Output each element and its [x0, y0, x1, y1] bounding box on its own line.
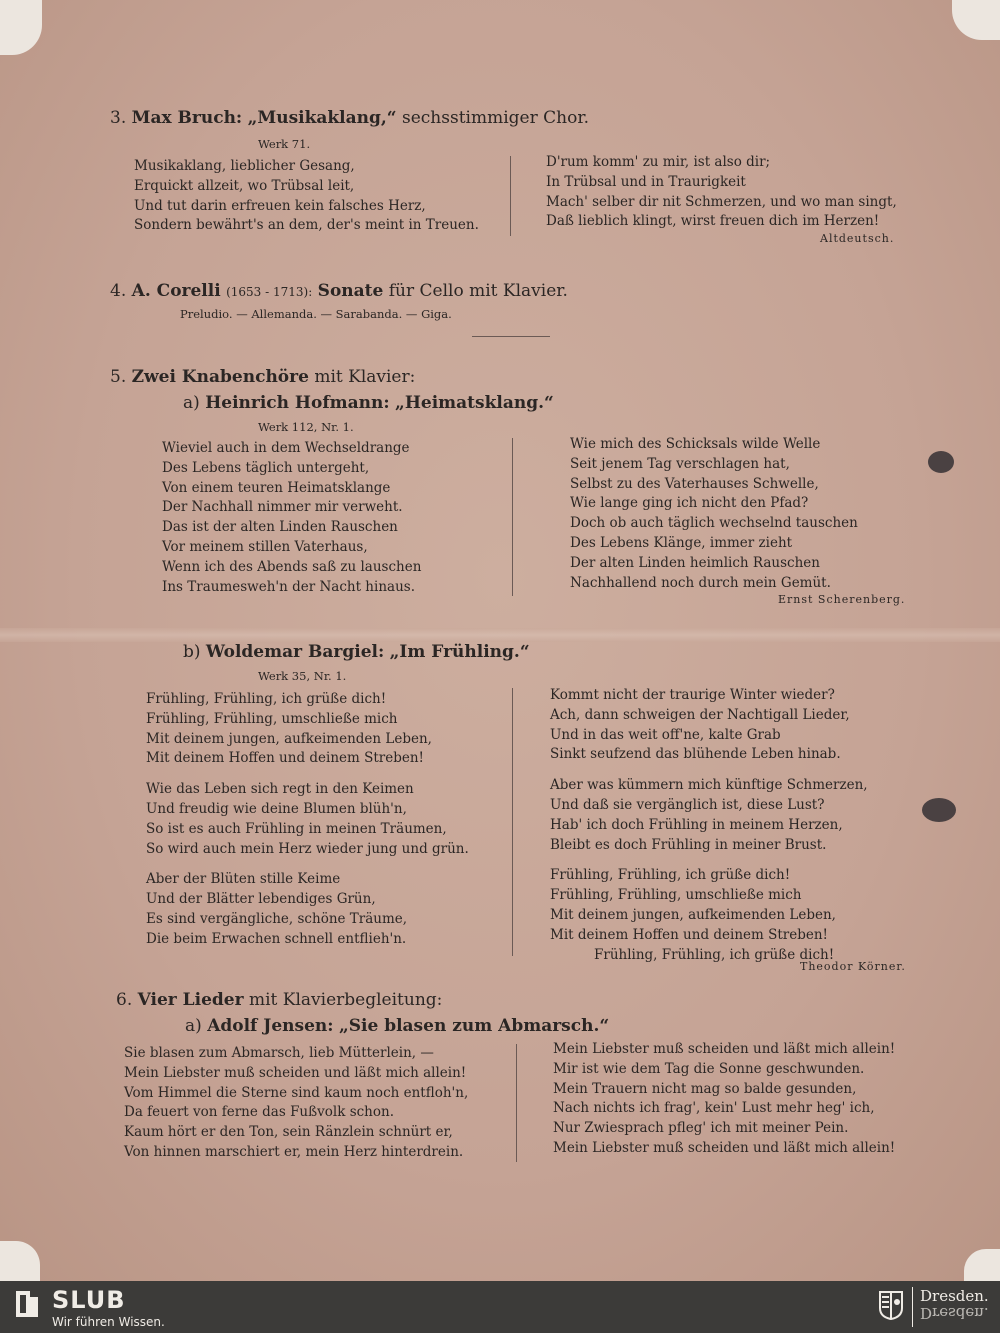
dresden-name[interactable]: Dresden.: [920, 1287, 989, 1305]
dresden-name-reflection: Dresden.: [920, 1304, 989, 1322]
paper-corner-bottom-left: [0, 1241, 40, 1281]
section-5b-opus: Werk 35, Nr. 1.: [258, 669, 347, 683]
footer-separator: [912, 1287, 913, 1327]
paper-corner-bottom-right: [964, 1249, 1000, 1281]
ink-blot: [928, 451, 954, 473]
section-5b-right-verse: Kommt nicht der traurige Winter wieder? Ach, dann schweigen der Nachtigall Lieder, Und in das weit off'ne, kalte Grab Sinkt seufzend das blühende Leben hinab. Aber was kümmern mich künftige Schmerzen, Und daß sie vergänglich ist, diese Lust? Hab' ich doch Frühling in meinem Herzen, Bleibt es doch Frühling in meiner Brust. Frühling, Frühling, ich grüße dich! Frühling, Frühling, umschließe mich Mit deinem jungen, aufkeimenden Leben, Mit deinem Hoffen und deinem Streben! Frühling, Frühling, ich grüße dich!: [550, 687, 868, 963]
section-5b-author: Theodor Körner.: [800, 960, 906, 973]
section-6a-right-verse: Mein Liebster muß scheiden und läßt mich allein! Mir ist wie dem Tag die Sonne geschwunden. Mein Trauern nicht mag so balde gesunden, Nach nichts ich frag', kein' Lust mehr heg' ich, Nur Zwiesprach pfleg' ich mit meiner Pein. Mein Liebster muß scheiden und läßt mich allein!: [553, 1041, 896, 1156]
section-5a-right-verse: Wie mich des Schicksals wilde Welle Seit jenem Tag verschlagen hat, Selbst zu des Vaterhauses Schwelle, Wie lange ging ich nicht den Pfad? Doch ob auch täglich wechselnd tauschen Des Lebens Klänge, immer zieht Der alten Linden heimlich Rauschen Nachhallend noch durch mein Gemüt.: [570, 436, 858, 591]
paper-corner-top-left: [0, 0, 42, 55]
section-5a-left-verse: Wieviel auch in dem Wechseldrange Des Lebens täglich untergeht, Von einem teuren Heimatsklange Der Nachhall nimmer mir verweht. Das ist der alten Linden Rauschen Vor meinem stillen Vaterhaus, Wenn ich des Abends saß zu lauschen Ins Traumesweh'n der Nacht hinaus.: [162, 440, 422, 595]
section-5b-heading: b) Woldemar Bargiel: „Im Frühling.“: [183, 642, 530, 662]
section-5a-heading: a) Heinrich Hofmann: „Heimatsklang.“: [183, 393, 554, 413]
section-divider: [472, 336, 550, 337]
section-6a-left-verse: Sie blasen zum Abmarsch, lieb Mütterlein, — Mein Liebster muß scheiden und läßt mich allein! Vom Himmel die Sterne sind kaum noch entfloh'n, Da feuert von ferne das Fußvolk schon. Kaum hört er den Ton, sein Ränzlein schnürt er, Von hinnen marschiert er, mein Herz hinterdrein.: [124, 1045, 469, 1160]
section-3-right-verse: D'rum komm' zu mir, ist also dir; In Trübsal und in Traurigkeit Mach' selber dir nit Schmerzen, und wo man singt, Daß lieblich klingt, wirst freuen dich im Herzen!: [546, 154, 897, 230]
section-3-heading: 3. Max Bruch: „Musikaklang,“ sechsstimmiger Chor.: [110, 108, 589, 128]
paper-fold: [0, 628, 1000, 642]
section-5-heading: 5. Zwei Knabenchöre mit Klavier:: [110, 367, 416, 387]
ink-blot: [922, 798, 956, 822]
section-3-author: Altdeutsch.: [820, 232, 895, 245]
section-4-heading: 4. A. Corelli (1653 - 1713): Sonate für Cello mit Klavier.: [110, 281, 568, 301]
section-6a-heading: a) Adolf Jensen: „Sie blasen zum Abmarsch.“: [185, 1016, 610, 1036]
slub-logo-icon[interactable]: [14, 1289, 40, 1319]
section-4-movements: Preludio. — Allemanda. — Sarabanda. — Giga.: [180, 307, 452, 321]
section-3-left-verse: Musikaklang, lieblicher Gesang, Erquickt allzeit, wo Trübsal leit, Und tut darin erfreuen kein falsches Herz, Sondern bewährt's an dem, der's meint in Treuen.: [134, 158, 479, 234]
section-3-opus: Werk 71.: [258, 137, 311, 151]
column-divider: [510, 156, 511, 236]
section-5a-opus: Werk 112, Nr. 1.: [258, 420, 354, 434]
column-divider: [512, 688, 513, 956]
dresden-crest-icon[interactable]: [878, 1290, 904, 1320]
paper-corner-top-right: [952, 0, 1000, 40]
column-divider: [512, 438, 513, 596]
section-6-heading: 6. Vier Lieder mit Klavierbegleitung:: [116, 990, 443, 1010]
section-5a-author: Ernst Scherenberg.: [778, 593, 906, 606]
footer-bar: [0, 1281, 1000, 1333]
section-5b-left-verse: Frühling, Frühling, ich grüße dich! Frühling, Frühling, umschließe mich Mit deinem jungen, aufkeimenden Leben, Mit deinem Hoffen und deinem Streben! Wie das Leben sich regt in den Keimen Und freudig wie deine Blumen blüh'n, So ist es auch Frühling in meinen Träumen, So wird auch mein Herz wieder jung und grün. Aber der Blüten stille Keime Und der Blätter lebendiges Grün, Es sind vergängliche, schöne Träume, Die beim Erwachen schnell entflieh'n.: [146, 691, 469, 947]
slub-tagline: Wir führen Wissen.: [52, 1315, 165, 1329]
slub-name[interactable]: SLUB: [52, 1286, 126, 1314]
column-divider: [516, 1044, 517, 1162]
